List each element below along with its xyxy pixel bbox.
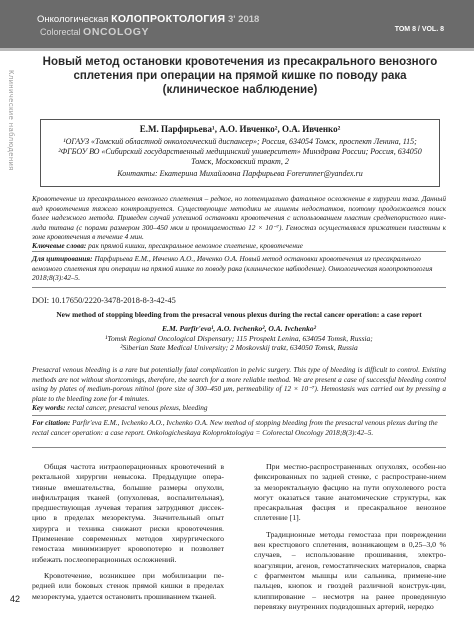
issue-year: 3' 2018 <box>228 14 260 25</box>
authors-box-ru <box>40 119 440 187</box>
affiliation-2-ru: ²ФГБОУ ВО «Сибирский государственный медицинский университет» Минздрава России; Россия, 634050 Томск, Московский тракт, 2 <box>58 147 422 166</box>
citation-ru: Для цитирования: Парфирьева Е.М., Ивченко А.О., Ивченко О.А. Новый метод остановки кровотечения из пресакрального венозного сплетения при операции на прямой кишке по поводу рака (клиническое наблюдение). Онкологическая колопроктология 2018;8(3):42–5. <box>32 254 433 283</box>
keywords-ru: Ключевые слова: рак прямой кишки, пресакральное венозное сплетение, кровотечение <box>32 241 303 250</box>
author-names-en: E.M. Parfir'eva¹, A.O. Ivchenko², O.A. Ivchenko² <box>162 324 316 333</box>
paragraph: Традиционные методы гемостаза при повреждении вен крестцового сплетения, возникающем в 0,25–3,0 % случаев, – использование прошивания, электро-коагуляции, агенов, гемостатических материалов, сварка с фрагментом мышцы или сальника, примене-ние пальцев, кнопок и гвоздей различной конструк-ции, клиппирование – несмотря на ранее проведенную перевязку внутренних подвздошных артерий, нередко <box>254 529 446 611</box>
body-column-right <box>254 462 446 618</box>
journal-header <box>0 0 474 48</box>
journal-title-en: Colorectal ONCOLOGY <box>40 26 150 38</box>
affiliation-2-en: ²Siberian State Medical University; 2 Moskovskij trakt, 634050 Tomsk, Russia <box>120 343 358 352</box>
doi: DOI: 10.17650/2220-3478-2018-8-3-42-45 <box>32 296 176 305</box>
article-title-en: New method of stopping bleeding from the presacral venous plexus during the rectal cancer operation: a case report <box>56 310 422 319</box>
authors-en <box>32 324 446 353</box>
divider <box>32 415 446 416</box>
divider <box>32 251 446 252</box>
abstract-en: Presacral venous bleeding is a rare but potentially fatal complication in pelvic surgery. This type of bleeding is difficult to control. Existing methods are not without shortcomings, therefore, the search for a more reliable method. We are present a case of successful bleeding control using by plates of medium-porous nitinol (pore size of 300–450 μm, permeability of 12 × 10⁻⁷). Hemostasis was carried out by pressing a plate to the bleeding zone for 4 minutes. <box>32 365 446 403</box>
paragraph: Кровотечение, возникшее при мобилизации пе-редней или боковых стенок прямой кишки в пределах мезоректума, удается остановить прошиванием тканей. <box>32 570 224 601</box>
divider <box>32 447 446 448</box>
divider <box>32 287 446 288</box>
paragraph: При местно-распространенных опухолях, особен-но фиксированных по задней стенке, с распростране-нием за мезоректальную фасцию на пути опухолевого роста могут оказаться такие анатомические структуры, как пресакральная фасция и пресакральное венозное сплетение [1]. <box>254 462 446 523</box>
abstract-ru: Кровотечение из пресакрального венозного сплетения – редкое, но потенциально фатальное осложнение в хирургии таза. Данный вид кровотечения тяжело контролируется. Существующие методики не лишены недостатков, поэтому продолжается поиск более надежного метода. Приведен случай успешной остановки кровотечения с использованием пластин среднепористого нике-лида титана (с порами размером 300–450 мкм и проницаемостью 12 × 10⁻⁷). Гемостаз осуществлялся прижатием пластины к зоне кровотечения в течение 4 мин. <box>32 194 446 242</box>
article-title-ru: Новый метод остановки кровотечения из пресакрального венозного сплетения при операции на прямой кишке по поводу рака (клиническое наблюдение) <box>42 56 438 96</box>
affiliation-1-ru: ¹ОГАУЗ «Томский областной онкологический диспансер»; Россия, 634054 Томск, проспект Ленина, 115; <box>63 137 417 146</box>
keywords-en: Key words: rectal cancer, presacral venous plexus, bleeding <box>32 403 208 412</box>
side-label: Клинические наблюдения <box>7 70 16 171</box>
body-column-left <box>32 462 224 608</box>
page-number: 42 <box>10 594 21 604</box>
affiliation-1-en: ¹Tomsk Regional Oncological Dispensary; 115 Prospekt Lenina, 634054 Tomsk, Russia; <box>105 333 373 343</box>
citation-en: For citation: Parfir'eva E.M., Ivchenko A.O., Ivchenko O.A. New method of stopping bleeding from the presacral venous plexus during the rectal cancer operation: a case report. Onkologicheskaya Koloproktologiya = Colorectal Oncology 2018;8(3):42–5. <box>32 418 438 437</box>
author-names-ru: Е.М. Парфирьева¹, А.О. Ивченко², О.А. Ивченко² <box>139 124 341 134</box>
header-divider <box>0 48 474 51</box>
correspondence: Контакты: Екатерина Михайловна Парфирьева Forerunner@yandex.ru <box>117 169 363 178</box>
journal-title-ru: Онкологическая КОЛОПРОКТОЛОГИЯ 3' 2018 <box>37 13 260 25</box>
paragraph: Общая частота интраоперационных кровотечений в ректальной хирургии невысока. Предыдущие опера-тивные вмешательства, большие размеры опухоли, инфильтрация тканей (опухолевая, воспалительная), предшествующая лучевая терапия затрудняют диссек-цию в пределах мезоректума. Значительный опыт хирурга и техника снижают риски кровотечения. Применение современных методов хирургического гемостаза минимизирует кровопотерю и позволяет избежать послеоперационных осложнений. <box>32 462 224 564</box>
volume-label: ТОМ 8 / VOL. 8 <box>394 26 444 33</box>
